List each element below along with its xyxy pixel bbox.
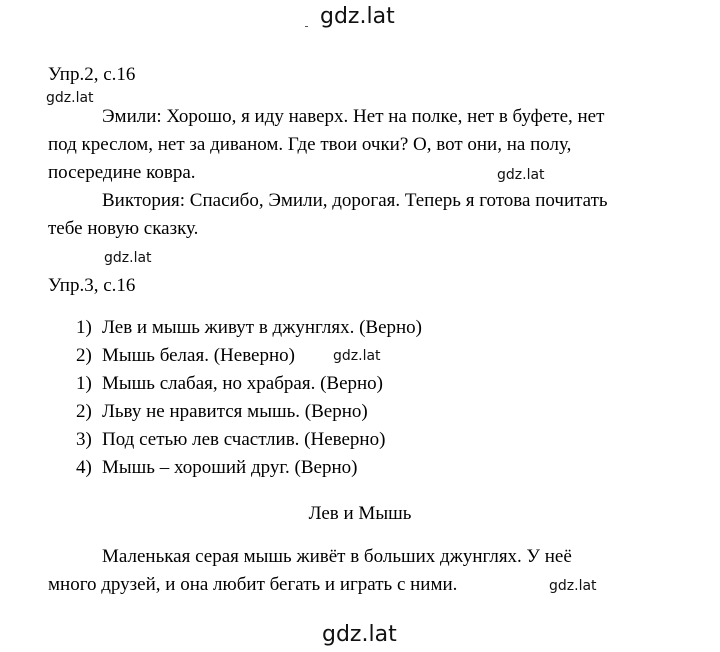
story-line-1: Маленькая серая мышь живёт в больших джунглях. У неё [102,546,572,567]
stray-mark [305,26,308,27]
watermark-2: gdz.lat [497,167,545,183]
item-text: Льву не нравится мышь. (Верно) [102,401,368,422]
exercise-3-heading: Упр.3, с.16 [48,275,136,296]
item-number: 3) [76,429,92,450]
item-text: Лев и мышь живут в джунглях. (Верно) [102,317,422,338]
watermark-1: gdz.lat [46,90,94,106]
ex3-item-1 [76,317,422,339]
ex2-line-5: тебе новую сказку. [48,218,199,239]
ex3-item-4 [76,401,368,423]
story-title: Лев и Мышь [308,503,412,524]
exercise-2-heading: Упр.2, с.16 [48,64,136,85]
item-text: Мышь – хороший друг. (Верно) [102,457,358,478]
ex2-line-4: Виктория: Спасибо, Эмили, дорогая. Теперь я готова почитать [102,190,608,211]
ex2-line-3: посередине ковра. [48,162,196,183]
item-number: 1) [76,373,92,394]
ex3-item-2 [76,345,295,367]
watermark-top: gdz.lat [320,4,395,29]
watermark-4: gdz.lat [333,348,381,364]
item-number: 2) [76,401,92,422]
watermark-bottom: gdz.lat [322,622,397,647]
watermark-3: gdz.lat [104,250,152,266]
item-text: Мышь белая. (Неверно) [102,345,295,366]
story-line-2: много друзей, и она любит бегать и играть с ними. [48,574,458,595]
ex3-item-3 [76,373,383,395]
watermark-5: gdz.lat [549,578,597,594]
ex2-line-2: под креслом, нет за диваном. Где твои очки? О, вот они, на полу, [48,134,572,155]
ex2-line-1: Эмили: Хорошо, я иду наверх. Нет на полке, нет в буфете, нет [102,106,605,127]
item-text: Мышь слабая, но храбрая. (Верно) [102,373,384,394]
item-text: Под сетью лев счастлив. (Неверно) [102,429,386,450]
ex3-item-5 [76,429,385,451]
ex3-item-6 [76,457,357,479]
item-number: 4) [76,457,92,478]
item-number: 2) [76,345,92,366]
item-number: 1) [76,317,92,338]
